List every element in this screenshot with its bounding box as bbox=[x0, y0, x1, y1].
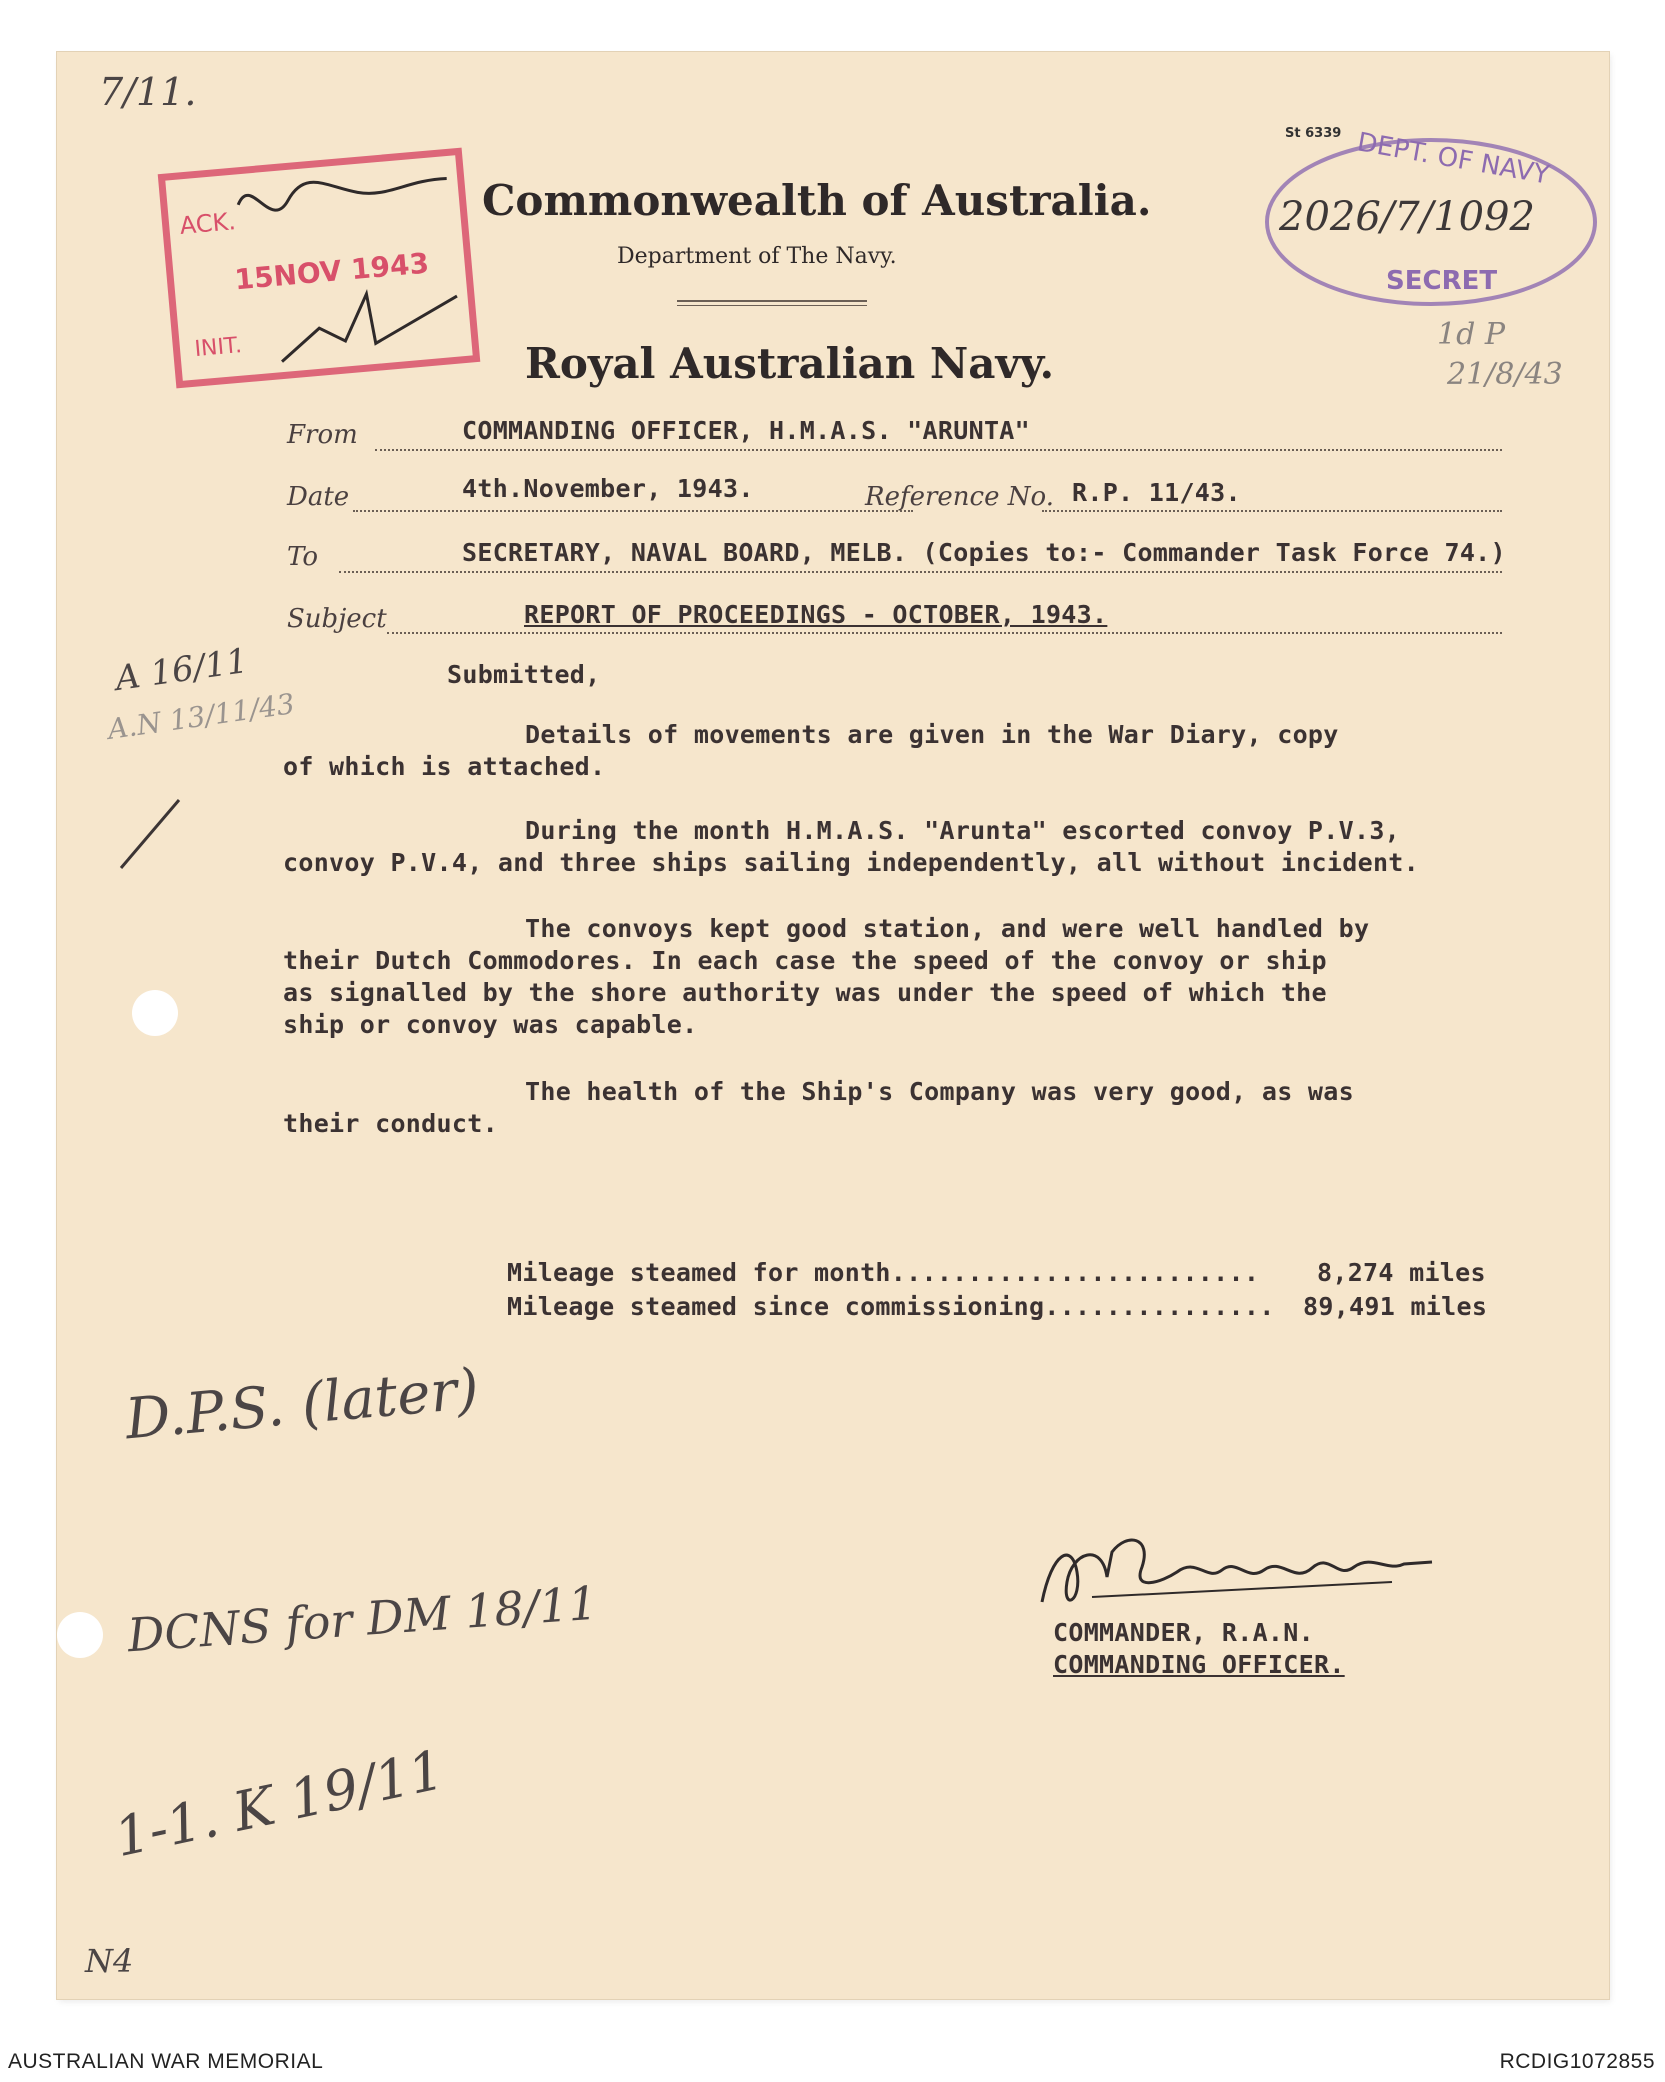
margin-annotation-2: A.N 13/11/43 bbox=[105, 687, 297, 746]
subject-value: REPORT OF PROCEEDINGS - OCTOBER, 1943. bbox=[524, 600, 1108, 629]
paragraph-3-line-4: ship or convoy was capable. bbox=[283, 1010, 698, 1039]
reference-value: R.P. 11/43. bbox=[1072, 478, 1241, 507]
to-label: To bbox=[287, 542, 318, 572]
mileage-month-label: Mileage steamed for month........................ bbox=[507, 1258, 1260, 1287]
ack-stamp bbox=[155, 145, 483, 391]
paragraph-1-line-1: Details of movements are given in the War Diary, copy bbox=[525, 720, 1339, 749]
punch-hole-lower bbox=[57, 1612, 103, 1658]
document-page bbox=[57, 52, 1609, 1999]
from-dotline bbox=[375, 449, 1502, 451]
letterhead-title: Commonwealth of Australia. bbox=[482, 176, 1152, 225]
to-dotline bbox=[339, 571, 1502, 573]
reference-label: Reference No. bbox=[865, 482, 1054, 512]
handwritten-dps-note: D.P.S. (later) bbox=[122, 1356, 482, 1453]
submitted-line: Submitted, bbox=[447, 660, 601, 689]
reference-dotline bbox=[1042, 510, 1502, 512]
from-value: COMMANDING OFFICER, H.M.A.S. "ARUNTA" bbox=[462, 416, 1030, 445]
navy-stamp-note-1: 1d P bbox=[1437, 317, 1506, 352]
date-dotline bbox=[353, 510, 913, 512]
navy-stamp-reference: 2026/7/1092 bbox=[1279, 194, 1535, 240]
to-value: SECRETARY, NAVAL BOARD, MELB. (Copies to:- Commander Task Force 74.) bbox=[462, 538, 1506, 567]
paragraph-4-line-2: their conduct. bbox=[283, 1109, 498, 1138]
signature-rank: COMMANDER, R.A.N. bbox=[1053, 1618, 1314, 1647]
date-value: 4th.November, 1943. bbox=[462, 474, 754, 503]
punch-hole-upper bbox=[132, 990, 178, 1036]
handwritten-initial-note: 1-1. K 19/11 bbox=[109, 1737, 450, 1870]
paragraph-3-line-2: their Dutch Commodores. In each case the speed of the convoy or ship bbox=[283, 946, 1327, 975]
mileage-month-value: 8,274 miles bbox=[1317, 1258, 1486, 1287]
date-label: Date bbox=[287, 482, 350, 512]
subject-dotline bbox=[387, 632, 1502, 634]
paragraph-3-line-1: The convoys kept good station, and were well handled by bbox=[525, 914, 1370, 943]
paragraph-3-line-3: as signalled by the shore authority was under the speed of which the bbox=[283, 978, 1327, 1007]
ack-stamp-scribble bbox=[155, 145, 483, 391]
ack-stamp-date: 15NOV 1943 bbox=[233, 246, 431, 297]
corner-handwritten-note: 7/11. bbox=[99, 70, 197, 114]
paragraph-4-line-1: The health of the Ship's Company was very good, as was bbox=[525, 1077, 1354, 1106]
ack-stamp-ack: ACK. bbox=[178, 207, 237, 240]
paragraph-2-line-1: During the month H.M.A.S. "Arunta" escorted convoy P.V.3, bbox=[525, 816, 1401, 845]
margin-annotation-1: A 16/11 bbox=[112, 640, 251, 700]
form-number: St 6339 bbox=[1285, 126, 1342, 141]
mileage-commissioning-value: 89,491 miles bbox=[1303, 1292, 1488, 1321]
footer-right: RCDIG1072855 bbox=[1499, 2050, 1655, 2073]
navy-stamp-bottom: SECRET bbox=[1386, 266, 1498, 296]
handwritten-signature bbox=[1032, 1522, 1452, 1632]
margin-tick-mark bbox=[117, 792, 187, 872]
handwritten-dcns-note: DCNS for DM 18/11 bbox=[125, 1575, 600, 1663]
navy-stamp-top: DEPT. OF NAVY bbox=[1354, 127, 1552, 191]
from-label: From bbox=[287, 420, 358, 450]
letterhead-department: Department of The Navy. bbox=[617, 244, 897, 269]
subject-label: Subject bbox=[287, 604, 387, 634]
navy-stamp-note-2: 21/8/43 bbox=[1447, 357, 1563, 392]
handwritten-n4: N4 bbox=[85, 1942, 134, 1980]
ack-stamp-init: INIT. bbox=[193, 333, 243, 363]
signature-role: COMMANDING OFFICER. bbox=[1053, 1650, 1345, 1679]
paragraph-2-line-2: convoy P.V.4, and three ships sailing independently, all without incident. bbox=[283, 848, 1419, 877]
letterhead-service: Royal Australian Navy. bbox=[525, 339, 1055, 388]
letterhead-rule bbox=[677, 300, 867, 306]
paragraph-1-line-2: of which is attached. bbox=[283, 752, 606, 781]
footer-left: AUSTRALIAN WAR MEMORIAL bbox=[8, 2050, 324, 2073]
mileage-commissioning-label: Mileage steamed since commissioning............... bbox=[507, 1292, 1275, 1321]
